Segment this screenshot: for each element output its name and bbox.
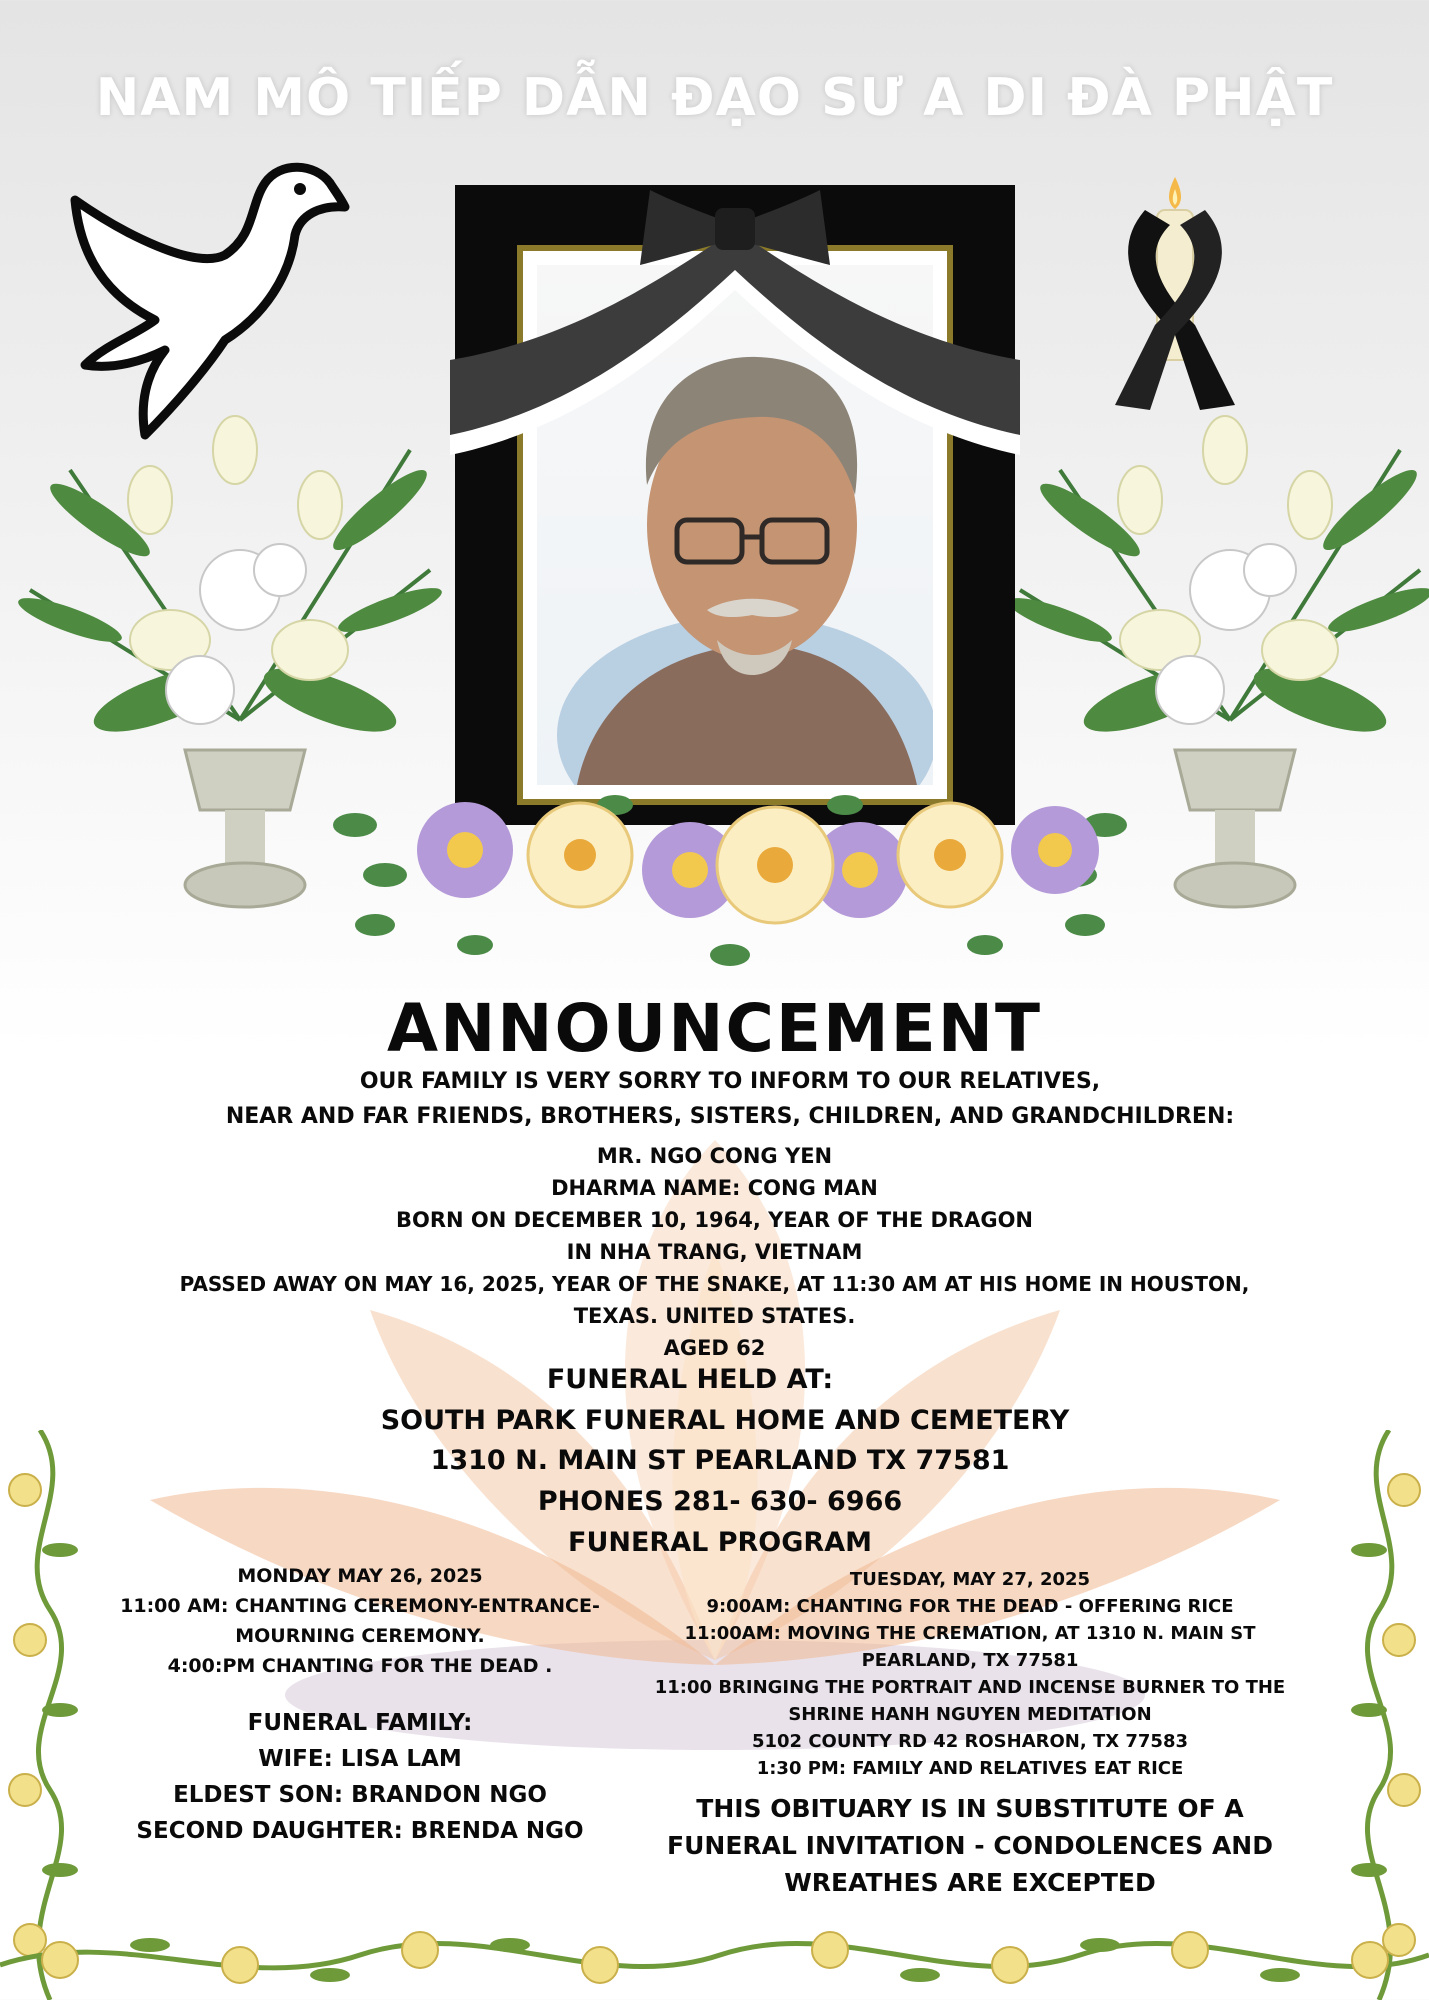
program-tuesday-date: TUESDAY, MAY 27, 2025 xyxy=(849,1569,1091,1590)
birth-date: BORN ON DECEMBER 10, 1964, YEAR OF THE DRAGON xyxy=(395,1208,1034,1232)
announcement-heading: ANNOUNCEMENT xyxy=(386,990,1043,1067)
program-tuesday-item: SHRINE HANH NGUYEN MEDITATION xyxy=(788,1704,1152,1725)
program-tuesday-item: 1:30 PM: FAMILY AND RELATIVES EAT RICE xyxy=(756,1758,1184,1779)
family-member: WIFE: LISA LAM xyxy=(258,1746,462,1772)
family-member: SECOND DAUGHTER: BRENDA NGO xyxy=(136,1818,584,1844)
intro-line-2: NEAR AND FAR FRIENDS, BROTHERS, SISTERS, CHILDREN, AND GRANDCHILDREN: xyxy=(225,1104,1235,1129)
funeral-phone: PHONES 281- 630- 6966 xyxy=(537,1486,903,1517)
dharma-name: DHARMA NAME: CONG MAN xyxy=(551,1176,878,1200)
mourning-ribbon-icon xyxy=(1105,165,1245,425)
passing-location: TEXAS. UNITED STATES. xyxy=(573,1304,856,1328)
funeral-address: 1310 N. MAIN ST PEARLAND TX 77581 xyxy=(430,1445,1010,1476)
closing-note-line: FUNERAL INVITATION - CONDOLENCES AND xyxy=(667,1831,1273,1860)
flower-garland xyxy=(315,755,1145,985)
vine-border-bottom xyxy=(0,1905,1429,2000)
program-tuesday-item: PEARLAND, TX 77581 xyxy=(861,1650,1079,1671)
program-monday-item: 4:00:PM CHANTING FOR THE DEAD . xyxy=(167,1655,553,1677)
funeral-family-label: FUNERAL FAMILY: xyxy=(247,1710,473,1736)
family-member: ELDEST SON: BRANDON NGO xyxy=(173,1782,547,1808)
funeral-venue: SOUTH PARK FUNERAL HOME AND CEMETERY xyxy=(380,1405,1070,1436)
program-tuesday-item: 11:00 BRINGING THE PORTRAIT AND INCENSE BURNER TO THE xyxy=(654,1677,1286,1698)
page-title: NAM MÔ TIẾP DẪN ĐẠO SƯ A DI ĐÀ PHẬT xyxy=(95,68,1334,128)
closing-note-line: THIS OBITUARY IS IN SUBSTITUTE OF A xyxy=(696,1794,1244,1823)
birth-place: IN NHA TRANG, VIETNAM xyxy=(566,1240,863,1264)
portrait-frame xyxy=(455,185,1015,825)
closing-note-line: WREATHES ARE EXCEPTED xyxy=(784,1868,1156,1897)
program-monday-date: MONDAY MAY 26, 2025 xyxy=(237,1565,483,1587)
program-monday-item: MOURNING CEREMONY. xyxy=(235,1625,485,1647)
funeral-held-label: FUNERAL HELD AT: xyxy=(546,1364,834,1395)
age: AGED 62 xyxy=(663,1336,766,1360)
program-tuesday-item: 11:00AM: MOVING THE CREMATION, AT 1310 N. MAIN ST xyxy=(684,1623,1256,1644)
program-tuesday-item: 5102 COUNTY RD 42 ROSHARON, TX 77583 xyxy=(751,1731,1189,1752)
passing-details: PASSED AWAY ON MAY 16, 2025, YEAR OF THE SNAKE, AT 11:30 AM AT HIS HOME IN HOUSTON, xyxy=(179,1272,1250,1296)
program-monday-item: 11:00 AM: CHANTING CEREMONY-ENTRANCE- xyxy=(120,1595,600,1617)
intro-line-1: OUR FAMILY IS VERY SORRY TO INFORM TO OUR RELATIVES, xyxy=(359,1069,1101,1094)
deceased-name: MR. NGO CONG YEN xyxy=(596,1144,833,1168)
program-tuesday-item: 9:00AM: CHANTING FOR THE DEAD - OFFERING RICE xyxy=(706,1596,1234,1617)
funeral-program-label: FUNERAL PROGRAM xyxy=(568,1527,872,1558)
